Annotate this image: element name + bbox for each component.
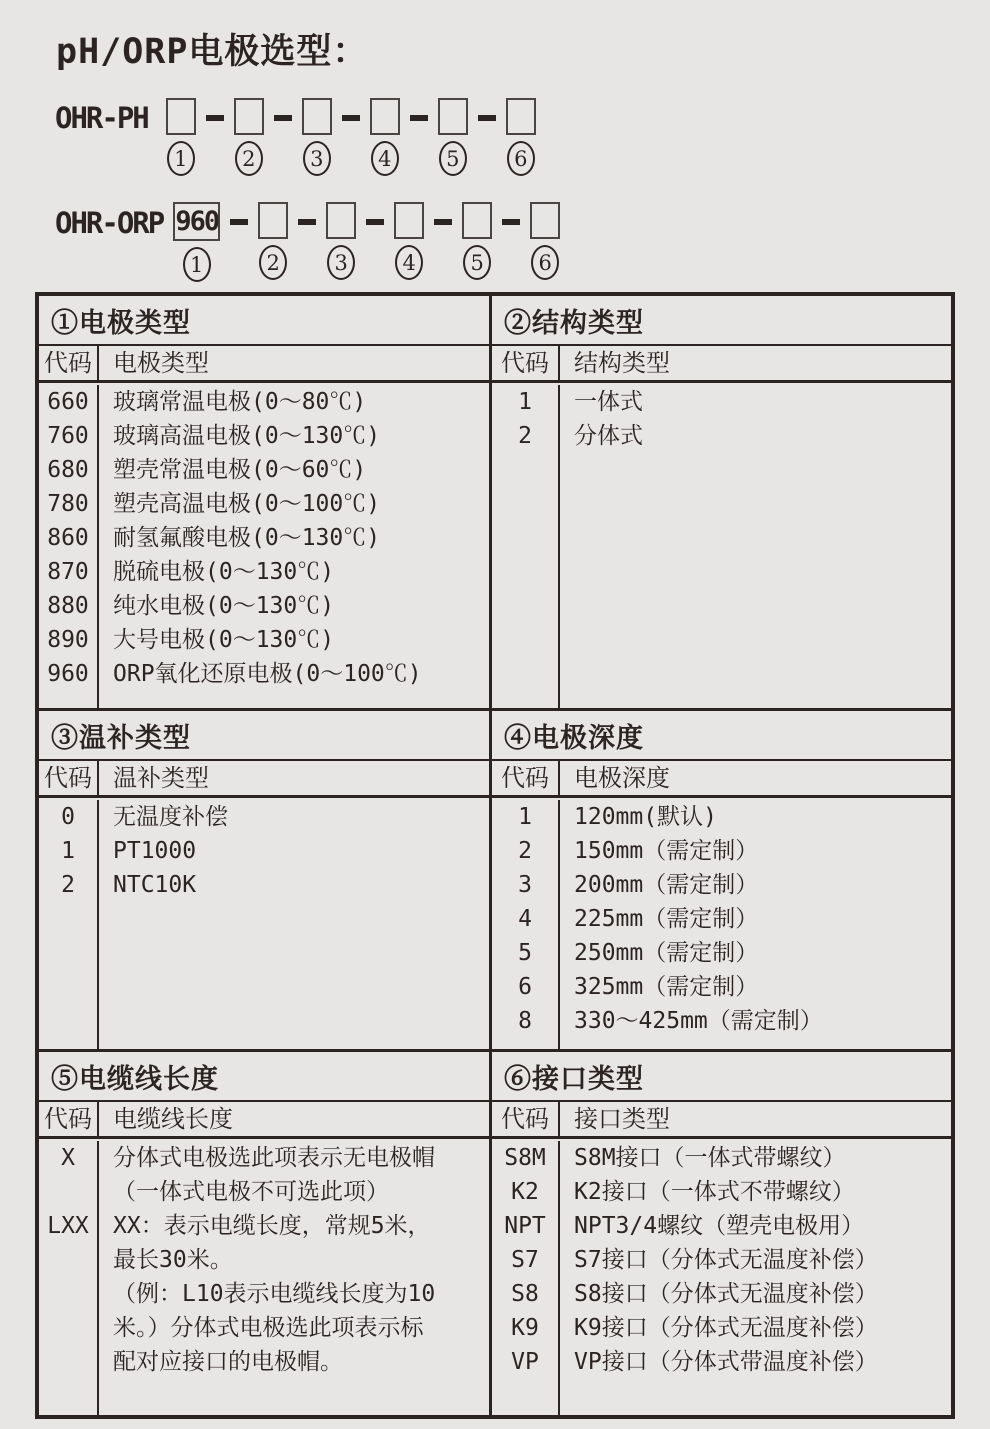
desc-cell: PT1000 (113, 838, 197, 864)
table-row (39, 798, 489, 834)
desc-cell: 玻璃常温电极(0～80℃) (113, 389, 367, 415)
model-prefix-ph: OHR-PH (55, 101, 148, 135)
desc-cell: 120mm(默认) (574, 804, 717, 830)
desc-cell: VP接口（分体式带温度补偿） (574, 1349, 878, 1375)
code-box (326, 202, 356, 239)
code-box (506, 98, 536, 135)
filler-row (39, 902, 489, 1049)
code-box (234, 98, 264, 135)
code-cell: K2 (492, 1175, 560, 1209)
code-cell: 880 (39, 589, 99, 623)
circled-number: 2 (259, 245, 287, 280)
circled-number: 1 (167, 141, 195, 176)
desc-line: 分体式电极选此项表示无电极帽 (113, 1145, 435, 1171)
section-cable-length (38, 1051, 490, 1416)
code-box (370, 98, 400, 135)
table-row (492, 834, 951, 868)
desc-cell: 脱硫电极(0～130℃) (113, 559, 335, 585)
table-header-row (39, 761, 489, 798)
desc-cell: 塑壳常温电极(0～60℃) (113, 457, 367, 483)
desc-cell (99, 1209, 489, 1379)
dash-separator (230, 219, 248, 225)
desc-cell: NTC10K (113, 872, 197, 898)
table-row (39, 657, 489, 691)
desc-cell: K2接口（一体式不带螺纹） (574, 1179, 855, 1205)
section-title: ③温补类型 (39, 711, 489, 761)
section-title: ②结构类型 (492, 296, 951, 346)
table-header-row (39, 346, 489, 383)
table-row (39, 868, 489, 902)
code-cell: NPT (492, 1209, 560, 1243)
model-slot-6 (530, 202, 560, 280)
model-slot-5 (438, 98, 468, 176)
table-row (39, 419, 489, 453)
section-interface-type (491, 1051, 952, 1416)
table-row (492, 1311, 951, 1345)
section-table (39, 761, 489, 1049)
code-cell: 660 (39, 385, 99, 419)
desc-cell: NPT3/4螺纹（塑壳电极用） (574, 1213, 865, 1239)
table-row (39, 834, 489, 868)
model-slot-2 (258, 202, 288, 280)
code-cell: 1 (39, 834, 99, 868)
filler-row (492, 1379, 951, 1415)
model-slot-4 (394, 202, 424, 280)
desc-cell (99, 1141, 489, 1209)
filler-desc (99, 902, 489, 1049)
table-row (39, 521, 489, 555)
code-box (302, 98, 332, 135)
dash-separator (434, 219, 452, 225)
desc-line: 配对应接口的电极帽。 (113, 1349, 343, 1375)
table-row (492, 902, 951, 936)
dash-separator (206, 115, 224, 121)
code-cell: 3 (492, 868, 560, 902)
model-row-orp (55, 202, 990, 282)
code-cell: 0 (39, 800, 99, 834)
code-cell: 2 (492, 834, 560, 868)
desc-line: （例：L10表示电缆线长度为10 (113, 1281, 436, 1307)
dash-separator (410, 115, 428, 121)
type-header: 结构类型 (574, 349, 670, 377)
desc-cell: 无温度补偿 (113, 804, 228, 830)
desc-cell: 150mm（需定制） (574, 838, 759, 864)
circled-number: 5 (439, 141, 467, 176)
model-row-ph (55, 98, 990, 176)
filler-code (39, 902, 99, 1049)
section-table (492, 1102, 951, 1415)
filler-desc (560, 453, 951, 708)
code-cell: 2 (39, 868, 99, 902)
filler-row (39, 1379, 489, 1415)
table-row (492, 868, 951, 902)
section-structure-type (491, 295, 952, 709)
table-row (492, 1175, 951, 1209)
table-row (39, 383, 489, 419)
table-row (492, 1004, 951, 1038)
dash-separator (502, 219, 520, 225)
desc-cell: 纯水电极(0～130℃) (113, 593, 335, 619)
dash-separator (298, 219, 316, 225)
table-row (492, 1277, 951, 1311)
filler-desc (99, 1379, 489, 1415)
section-title: ⑥接口类型 (492, 1052, 951, 1102)
desc-cell: S8接口（分体式无温度补偿） (574, 1281, 878, 1307)
table-header-row (39, 1102, 489, 1139)
dash-separator (274, 115, 292, 121)
circled-number: 5 (463, 245, 491, 280)
section-electrode-depth (491, 710, 952, 1050)
table-row (492, 383, 951, 419)
code-cell: S8M (492, 1141, 560, 1175)
section-table (492, 761, 951, 1049)
code-cell: X (39, 1141, 99, 1209)
filler-code (492, 1038, 560, 1049)
desc-cell: S8M接口（一体式带螺纹） (574, 1145, 846, 1171)
code-box (166, 98, 196, 135)
table-row (39, 589, 489, 623)
type-header: 电缆线长度 (113, 1105, 233, 1133)
desc-cell: 一体式 (574, 389, 643, 415)
code-box (462, 202, 492, 239)
desc-cell: 330～425mm（需定制） (574, 1008, 823, 1034)
table-row (39, 555, 489, 589)
code-box-960: 960 (173, 202, 220, 241)
desc-cell: 200mm（需定制） (574, 872, 759, 898)
desc-line: 最长30米。 (113, 1247, 233, 1273)
circled-number: 6 (531, 245, 559, 280)
desc-cell: K9接口（分体式无温度补偿） (574, 1315, 878, 1341)
filler-row (492, 453, 951, 708)
code-header: 代码 (492, 1102, 560, 1136)
table-header-row (492, 1102, 951, 1139)
code-box (530, 202, 560, 239)
code-cell: S8 (492, 1277, 560, 1311)
model-slot-2 (234, 98, 264, 176)
filler-code (39, 1379, 99, 1415)
filler-code (39, 691, 99, 708)
table-row (492, 798, 951, 834)
code-cell: 2 (492, 419, 560, 453)
filler-code (492, 453, 560, 708)
desc-cell: 分体式 (574, 423, 643, 449)
filler-desc (560, 1379, 951, 1415)
model-slot-5 (462, 202, 492, 280)
circled-number: 2 (235, 141, 263, 176)
table-row (39, 623, 489, 657)
code-cell: 860 (39, 521, 99, 555)
section-table (39, 346, 489, 708)
desc-cell: 250mm（需定制） (574, 940, 759, 966)
code-cell: 760 (39, 419, 99, 453)
code-cell: 4 (492, 902, 560, 936)
code-box (438, 98, 468, 135)
filler-code (492, 1379, 560, 1415)
model-slot-3 (302, 98, 332, 176)
table-row (39, 1209, 489, 1379)
code-cell: 8 (492, 1004, 560, 1038)
filler-row (39, 691, 489, 708)
model-slot-6 (506, 98, 536, 176)
desc-cell: ORP氧化还原电极(0～100℃) (113, 661, 422, 687)
desc-cell: 225mm（需定制） (574, 906, 759, 932)
filler-desc (99, 691, 489, 708)
circled-number: 1 (183, 247, 211, 282)
section-table (39, 1102, 489, 1415)
desc-line: XX：表示电缆长度，常规5米， (113, 1213, 431, 1239)
code-header: 代码 (39, 761, 99, 795)
section-electrode-type (38, 295, 490, 709)
dash-separator (366, 219, 384, 225)
desc-cell: 325mm（需定制） (574, 974, 759, 1000)
code-cell: 5 (492, 936, 560, 970)
section-title: ④电极深度 (492, 711, 951, 761)
filler-row (492, 1038, 951, 1049)
table-row (39, 453, 489, 487)
type-header: 温补类型 (113, 764, 209, 792)
section-title: ①电极类型 (39, 296, 489, 346)
code-box (394, 202, 424, 239)
table-row (492, 970, 951, 1004)
model-slot-3 (326, 202, 356, 280)
circled-number: 4 (371, 141, 399, 176)
type-header: 电极深度 (574, 764, 670, 792)
selection-table-grid (35, 292, 955, 1419)
code-header: 代码 (39, 1102, 99, 1136)
section-title: ⑤电缆线长度 (39, 1052, 489, 1102)
table-row (492, 1345, 951, 1379)
code-cell: LXX (39, 1209, 99, 1379)
code-cell: 890 (39, 623, 99, 657)
model-prefix-orp: OHR-ORP (55, 206, 164, 240)
code-cell: 870 (39, 555, 99, 589)
model-slot-1 (166, 98, 196, 176)
table-row (492, 1139, 951, 1175)
desc-cell: S7接口（分体式无温度补偿） (574, 1247, 878, 1273)
desc-line: （一体式电极不可选此项） (113, 1179, 389, 1205)
filler-desc (560, 1038, 951, 1049)
code-cell: 780 (39, 487, 99, 521)
model-slot-4 (370, 98, 400, 176)
type-header: 电极类型 (113, 349, 209, 377)
table-header-row (492, 346, 951, 383)
table-row (492, 419, 951, 453)
model-slot-1 (173, 202, 220, 282)
desc-cell: 玻璃高温电极(0～130℃) (113, 423, 381, 449)
circled-number: 4 (395, 245, 423, 280)
table-row (492, 1243, 951, 1277)
desc-cell: 耐氢氟酸电极(0～130℃) (113, 525, 381, 551)
code-cell: 960 (39, 657, 99, 691)
code-cell: 1 (492, 800, 560, 834)
code-cell: S7 (492, 1243, 560, 1277)
table-row (492, 936, 951, 970)
circled-number: 3 (303, 141, 331, 176)
code-header: 代码 (492, 761, 560, 795)
code-cell: VP (492, 1345, 560, 1379)
code-cell: K9 (492, 1311, 560, 1345)
desc-cell: 大号电极(0～130℃) (113, 627, 335, 653)
circled-number: 3 (327, 245, 355, 280)
desc-line: 米。）分体式电极选此项表示标 (113, 1315, 424, 1341)
dash-separator (478, 115, 496, 121)
dash-separator (342, 115, 360, 121)
table-row (39, 1139, 489, 1209)
table-header-row (492, 761, 951, 798)
code-header: 代码 (492, 346, 560, 380)
code-cell: 680 (39, 453, 99, 487)
table-row (39, 487, 489, 521)
section-table (492, 346, 951, 708)
type-header: 接口类型 (574, 1105, 670, 1133)
page-title: pH/ORP电极选型： (56, 32, 369, 72)
circled-number: 6 (507, 141, 535, 176)
desc-cell: 塑壳高温电极(0～100℃) (113, 491, 381, 517)
code-box (258, 202, 288, 239)
code-header: 代码 (39, 346, 99, 380)
code-cell: 6 (492, 970, 560, 1004)
section-temp-compensation (38, 710, 490, 1050)
table-row (492, 1209, 951, 1243)
code-cell: 1 (492, 385, 560, 419)
